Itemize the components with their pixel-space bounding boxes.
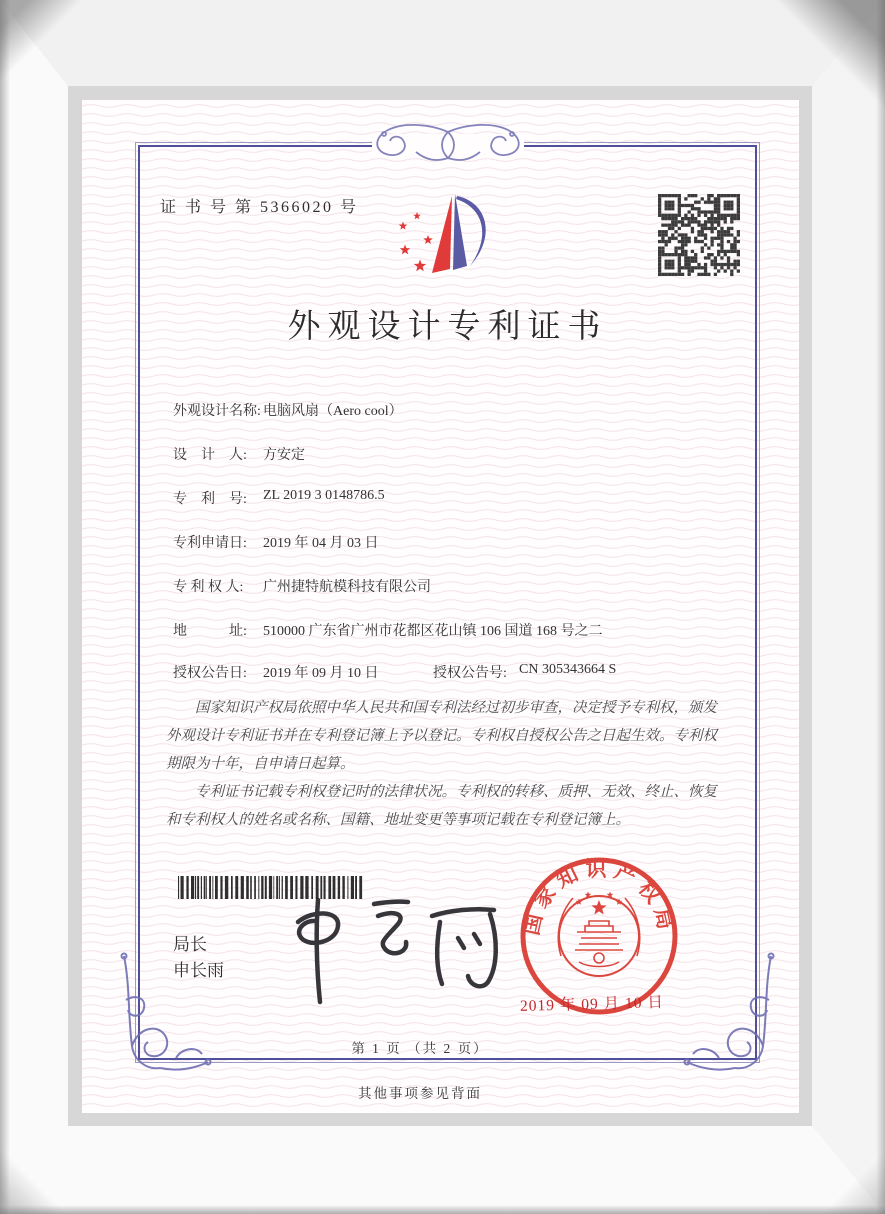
page-indicator: 第 1 页 （共 2 页） bbox=[351, 1041, 489, 1056]
body-paragraph: 国家知识产权局依照中华人民共和国专利法经过初步审查，决定授予专利权，颁发外观设计专利证书并在专利登记簿上予以登记。专利权自授权公告之日起生效。专利权期限为十年，自申请日起算。 bbox=[166, 700, 717, 772]
field-label: 专利申请日: bbox=[173, 536, 247, 551]
field-row bbox=[173, 576, 431, 596]
field-value: 方安定 bbox=[263, 448, 305, 463]
field-value: 510000 广东省广州市花都区花山镇 106 国道 168 号之二 bbox=[263, 624, 603, 639]
field-label: 外观设计名称: bbox=[173, 404, 261, 419]
field-value: 2019 年 04 月 03 日 bbox=[263, 536, 379, 551]
field-label: 授权公告日: bbox=[173, 666, 247, 681]
seal-ring-text: 国家知识产权局 bbox=[518, 857, 680, 938]
back-note: 其他事项参见背面 bbox=[358, 1086, 482, 1101]
field-value: 电脑风扇（Aero cool） bbox=[263, 404, 403, 419]
field-row bbox=[173, 444, 305, 464]
commissioner-signature bbox=[282, 886, 517, 1006]
field-label: 专 利 号: bbox=[173, 492, 247, 507]
field-value: 2019 年 09 月 10 日 bbox=[263, 666, 379, 681]
legal-text bbox=[166, 694, 724, 834]
field-label: 设 计 人: bbox=[173, 448, 247, 463]
field-label: 授权公告号: bbox=[433, 666, 507, 681]
body-paragraph: 专利证书记载专利权登记时的法律状况。专利权的转移、质押、无效、终止、恢复和专利权人的姓名或名称、国籍、地址变更等事项记载在专利登记簿上。 bbox=[166, 784, 717, 828]
qr-code bbox=[658, 194, 740, 276]
seal-date: 2019 年 09 月 10 日 bbox=[519, 994, 665, 1015]
field-label: 专 利 权 人: bbox=[173, 580, 244, 595]
field-row-grant-number bbox=[433, 662, 616, 682]
field-label: 地 址: bbox=[173, 624, 247, 639]
field-value: CN 305343664 S bbox=[519, 662, 617, 677]
cnipa-logo-icon bbox=[387, 188, 502, 280]
field-row bbox=[173, 488, 385, 508]
field-value: 广州捷特航模科技有限公司 bbox=[263, 580, 431, 595]
field-value: ZL 2019 3 0148786.5 bbox=[263, 488, 385, 503]
commissioner-name: 申长雨 bbox=[173, 961, 224, 980]
field-row bbox=[173, 532, 379, 552]
certificate-content bbox=[82, 100, 799, 1113]
field-row bbox=[173, 620, 603, 640]
commissioner-label: 局长 bbox=[173, 935, 207, 954]
certificate-paper bbox=[82, 100, 799, 1113]
certificate-number: 证 书 号 第 5366020 号 bbox=[160, 199, 359, 216]
field-row-grant-date bbox=[173, 662, 379, 682]
certificate-title: 外观设计专利证书 bbox=[287, 309, 608, 345]
field-row bbox=[173, 400, 403, 420]
